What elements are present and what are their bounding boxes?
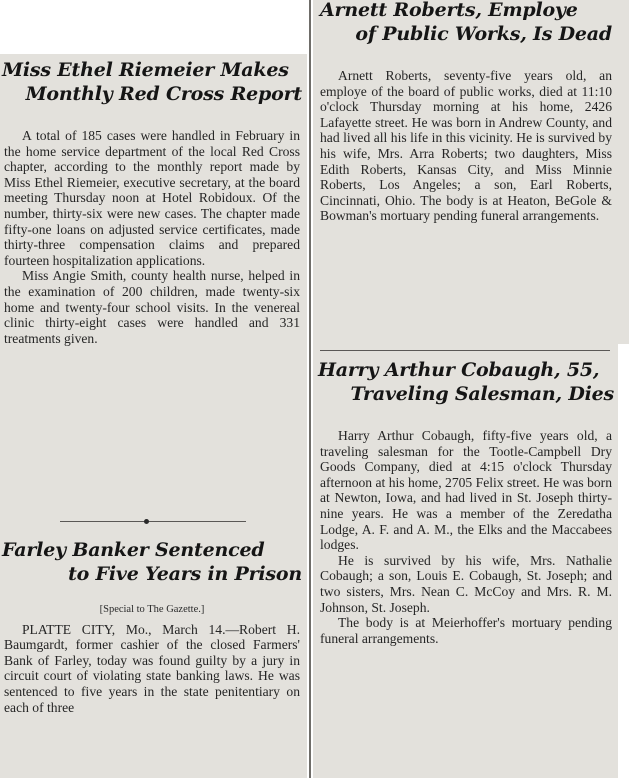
blank-area (0, 0, 313, 54)
article-divider-ornament (60, 521, 246, 522)
riemeier-headline-line-2: Monthly Red Cross Report (25, 83, 302, 105)
cobaugh-paragraph-2: He is survived by his wife, Mrs. Nathalie Cobaugh; a son, Louis E. Cobaugh, St. Joseph; and two sisters, Mrs. Nean C. McCoy and Mrs. R. M. Johnson, St. Joseph. (320, 552, 612, 615)
riemeier-paragraph-2: Miss Angie Smith, county health nurse, helped in the examination of 200 children, made twenty-six home and twenty-four school visits. In the venereal clinic thirty-eight cases were handled and 331 treatments given. (4, 268, 300, 346)
divider-dot (144, 519, 149, 524)
roberts-headline-line-2: of Public Works, Is Dead (355, 23, 612, 45)
cobaugh-headline-line-1: Harry Arthur Cobaugh, 55, (318, 359, 600, 381)
roberts-body (320, 68, 612, 224)
roberts-headline (318, 0, 612, 46)
article-divider (320, 350, 610, 351)
riemeier-headline-line-1: Miss Ethel Riemeier Makes (2, 59, 289, 81)
riemeier-headline (2, 58, 302, 106)
cobaugh-paragraph-3: The body is at Meierhoffer's mortuary pending funeral arrangements. (320, 615, 612, 646)
riemeier-body (4, 128, 300, 346)
riemeier-paragraph-1: A total of 185 cases were handled in February in the home service department of the local Red Cross chapter, according to the monthly report made by Miss Ethel Riemeier, executive secretary, at the board meeting Thursday noon at Hotel Robidoux. Of the number, thirty-six were new cases. The chapter made fifty-one loans on adjusted service certificates, made thirty-three compensation claims and prepared fourteen hospitalization applications. (4, 128, 300, 268)
farley-headline-line-2: to Five Years in Prison (68, 563, 302, 585)
column-rule (309, 0, 311, 778)
roberts-paragraph: Arnett Roberts, seventy-five years old, an employe of the board of public works, died at 11:10 o'clock Thursday morning at his home, 2426 Lafayette street. He was born in Andrew County, and had lived all his life in this vicinity. He is survived by his wife, Mrs. Arra Roberts; two daughters, Miss Edith Roberts, Kansas City, and Miss Minnie Roberts, Los Angeles; a son, Earl Roberts, Cincinnati, Ohio. The body is at Heaton, BeGole & Bowman's mortuary pending funeral arrangements. (320, 68, 612, 224)
roberts-headline-line-1: Arnett Roberts, Employe (320, 0, 578, 21)
clipping-edge (618, 344, 629, 778)
cobaugh-headline (318, 358, 614, 406)
farley-paragraph: PLATTE CITY, Mo., March 14.—Robert H. Baumgardt, former cashier of the closed Farmers' Bank of Farley, today was found guilty by a jury in circuit court of violating state banking laws. He was sentenced to five years in the state penitentiary on each of three (4, 621, 300, 715)
cobaugh-body (320, 428, 612, 646)
farley-headline (2, 538, 302, 586)
farley-headline-line-1: Farley Banker Sentenced (2, 539, 265, 561)
cobaugh-paragraph-1: Harry Arthur Cobaugh, fifty-five years old, a traveling salesman for the Tootle-Campbell Dry Goods Company, died at 4:15 o'clock Thursday afternoon at his home, 2705 Felix street. He was born at Newton, Iowa, and had lived in St. Joseph thirty-nine years. He was a member of the Zeredatha Lodge, A. F. and A. M., the Elks and the Maccabees lodges. (320, 428, 612, 553)
cobaugh-headline-line-2: Traveling Salesman, Dies (350, 383, 614, 405)
farley-dateline: [Special to The Gazette.] (99, 604, 205, 615)
farley-body (4, 598, 300, 715)
